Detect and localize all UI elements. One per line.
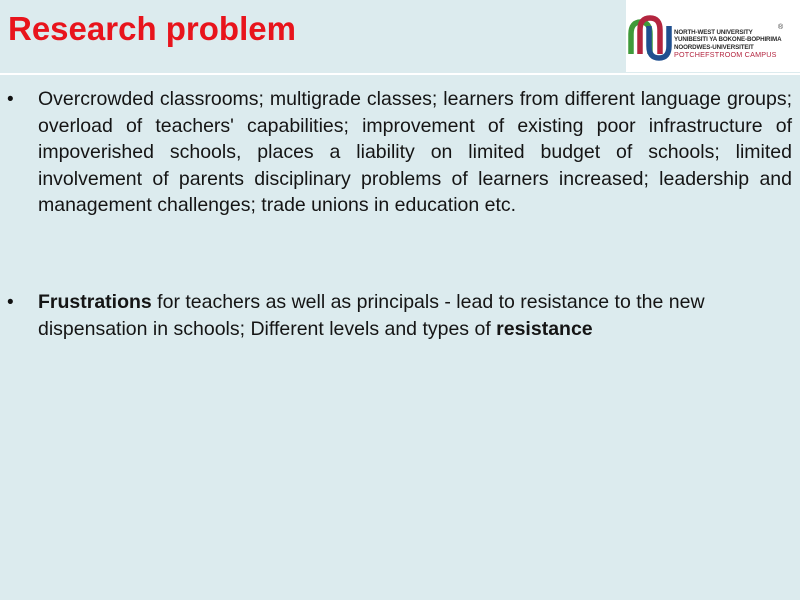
bullet-text-mid: for teachers as well as principals - lead to resistance to the new dispensation in schools; Different levels and types of: [38, 291, 705, 340]
bullet-bold-tail: resistance: [496, 317, 593, 340]
university-name-line3: NOORDWES-UNIVERSITEIT: [674, 43, 754, 51]
header-divider: [0, 73, 800, 75]
university-name: [674, 29, 781, 59]
bullet-marker: •: [7, 89, 14, 110]
campus-name: POTCHEFSTROOM CAMPUS: [674, 50, 777, 60]
slide-title: Research problem: [8, 10, 296, 47]
bullet-text: [38, 289, 792, 342]
university-logo: [626, 0, 800, 72]
bullet-text: Overcrowded classrooms; multigrade classes; learners from different language groups; overload of teachers' capabilities; improvement of existing poor infrastructure of impoverished schools, places a liability on limited budget of schools; limited involvement of parents disciplinary problems of learners increased; leadership and management challenges; trade unions in education etc.: [38, 88, 792, 217]
slide-header: [0, 0, 800, 72]
university-name-line2: YUNIBESITI YA BOKONE-BOPHIRIMA: [674, 36, 782, 44]
bullet-bold-lead: Frustrations: [38, 291, 152, 313]
university-name-line1: NORTH-WEST UNIVERSITY: [674, 29, 753, 36]
registered-mark: ®: [778, 24, 784, 31]
university-crest-icon: [628, 14, 672, 62]
bullet-marker: •: [7, 292, 14, 313]
